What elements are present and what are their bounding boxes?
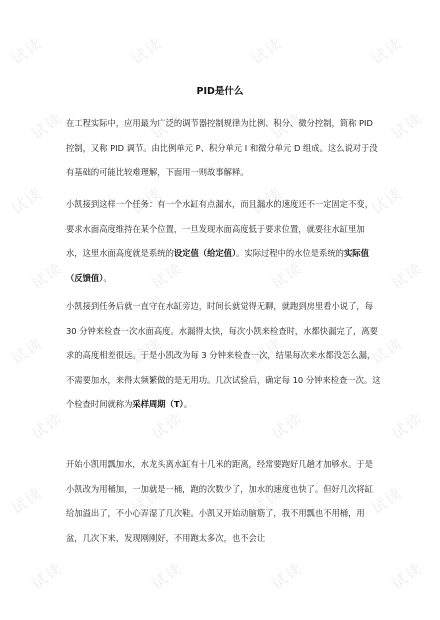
watermark: 试读 [128, 33, 167, 69]
watermark: 试读 [8, 333, 47, 369]
bold-term: 设定值（给定值） [173, 248, 237, 258]
watermark: 试读 [248, 483, 287, 519]
watermark: 试读 [8, 483, 47, 519]
watermark: 试读 [268, 258, 307, 294]
page-title: PID是什么 [196, 86, 244, 97]
paragraph-text: 开始小凯用瓢加水，水龙头离水缸有十几米的距离，经常要跑好几趟才加够水。于是小凯改为用桶加，一加就是一桶，跑的次数少了，加水的速度也快了。但好几次将缸给加溢出了，不小心弄湿了几次鞋。小凯又开始动脑筋了，我不用瓢也不用桶，用盆，几次下来，发现刚刚好，不用跑太多次，也不会让 [66, 459, 373, 543]
watermark: 试读 [28, 258, 67, 294]
bold-term: 实际值（反馈值） [66, 248, 369, 283]
watermark: 试读 [28, 558, 67, 594]
paragraph-text: 小凯接到任务后就一直守在水缸旁边，时间长就觉得无聊，就跑到房里看小说了，每 30 分钟来检查一次水面高度。水漏得太快，每次小凯来检查时，水都快漏完了，离要求的高度相差很远。于是小凯改为每 3 分钟来检查一次，结果每次来水都没怎么漏，不需要加水，来得太频繁做的是无用功。几次试验后，确定每 10 分钟来检查一次。这个检查时间就称为 [66, 301, 381, 409]
watermark: 试读 [248, 333, 287, 369]
watermark: 试读 [388, 408, 427, 444]
watermark: 试读 [368, 333, 407, 369]
watermark: 试读 [268, 408, 307, 444]
watermark: 试读 [248, 183, 287, 219]
watermark: 试读 [368, 483, 407, 519]
watermark: 试读 [268, 558, 307, 594]
watermark: 试读 [268, 108, 307, 144]
paragraph-text: 。 [183, 399, 192, 409]
watermark: 试读 [388, 558, 427, 594]
watermark: 试读 [148, 258, 187, 294]
bold-term: 采样周期（T） [132, 399, 184, 409]
paragraph-1 [66, 111, 381, 185]
watermark: 试读 [368, 33, 407, 69]
watermark: 试读 [128, 333, 167, 369]
watermark: 试读 [28, 108, 67, 144]
paragraph-text: 在工程实际中，应用最为广泛的调节器控制规律为比例、积分、微分控制，简称 PID 控制，又称 PID 调节。由比例单元 P、积分单元 I 和微分单元 D 组成。这么说对于没有基础的可能比较难理解，下面用一则故事解释。 [66, 118, 378, 177]
paragraph-4 [66, 452, 381, 550]
watermark: 试读 [8, 33, 47, 69]
watermark: 试读 [148, 408, 187, 444]
paragraph-3 [66, 294, 381, 417]
watermark: 试读 [128, 183, 167, 219]
paragraph-2 [66, 192, 381, 290]
paragraph-text: 小凯接到这样一个任务：有一个水缸有点漏水，而且漏水的速度还不一定固定不变，要求水面高度维持在某个位置，一旦发现水面高度低于要求位置，就要往水缸里加水，这里水面高度就是系统的 [66, 199, 373, 258]
watermark: 试读 [148, 558, 187, 594]
watermark: 试读 [248, 33, 287, 69]
paragraph-text: 。实际过程中的水位是系统的 [236, 248, 344, 258]
watermark: 试读 [8, 183, 47, 219]
watermark: 试读 [28, 408, 67, 444]
watermark: 试读 [388, 258, 427, 294]
watermark: 试读 [388, 108, 427, 144]
watermark: 试读 [148, 108, 187, 144]
watermark: 试读 [128, 483, 167, 519]
paragraph-text: 。 [103, 272, 112, 283]
watermark: 试读 [368, 183, 407, 219]
